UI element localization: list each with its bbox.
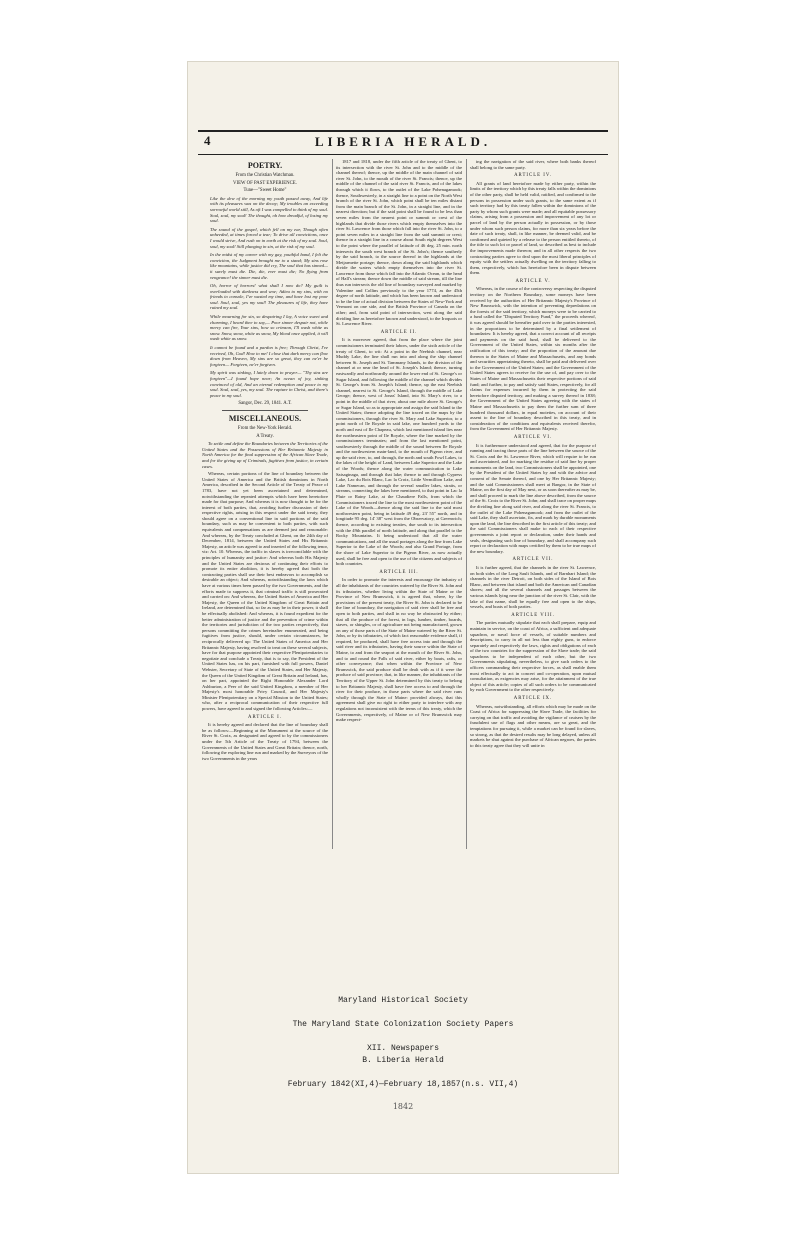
poem-stanza: My spirit was sinking, I lately down to prayer— "Thy sins are forgiven"—I found hope near; An ocean of joy, sinking convinced of old, And an eternal redemption and peace to my soul. Soul, soul, yes, my soul. The rapture in Christ, and there's peace in my soul. xyxy=(210,370,328,398)
article-heading: ARTICLE II. xyxy=(380,329,418,335)
archive-catalog-slip xyxy=(230,995,576,1113)
poem-stanza: The sound of the gospel, which fell on my ear, Though often unheeded, at times forced a tear; To drive all convictions, once I would strive, And rush on in earth at the risk of my soul. Soul, soul, my soul! Still plunging in sin, at the risk of my soul. xyxy=(210,226,328,249)
article-heading: ARTICLE I. xyxy=(248,714,282,720)
article-heading: ARTICLE V. xyxy=(515,278,551,284)
column-3 xyxy=(470,159,596,849)
article-heading: ARTICLE VIII. xyxy=(511,612,555,618)
poem-title: VIEW OF PAST EXPERIENCE. xyxy=(233,180,297,186)
poem-stanza: It cannot be found and a pardon is free; Through Christ, I've received, Oh, God! How to me! I close that dark mercy can flow down from Heaven, My sins are so great, they can ne'er be forgiven— Forgiven, ne'er forgiven. xyxy=(210,345,328,367)
page-number: 4 xyxy=(204,133,211,148)
article-heading: ARTICLE IX. xyxy=(513,696,553,702)
article-text: The parties mutually stipulate that each shall prepare, equip and maintain in service, on the coast of Africa, a sufficient and adequate squadron, or naval force of vessels, of suitable numbers and descriptions, to carry in all not less than eighty guns, to enforce separately and respectively the laws, rights and obligations of each of the two countries for the suppression of the Slave trade; the said squadrons to be independent of each other, but the two Governments stipulating, nevertheless, to give such orders to the officers commanding their respective forces, as shall enable them most effectually to act in concert and co-operation, upon mutual consultation, as exigencies may arise, for the attainment of the true object of this article; copies of all such orders to be communicated by each Government to the other respectively. xyxy=(470,620,596,693)
poetry-heading: POETRY. xyxy=(247,161,283,170)
article-text: Whereas, in the course of the controversy respecting the disputed territory on the Northern Boundary, some moneys have been received by the authorities of Her Britannic Majesty's Province of New Brunswick, with the intention of preventing depredations on the forests of the said territory, which moneys were to be carried to a fund called the "Disputed Territory Fund," the proceeds whereof, it was agreed should be hereafter paid over to the parties interested, in the proportions to be determined by a final settlement of boundaries: It is hereby agreed, that a correct account of all receipts and payments on the said fund, shall be delivered to the Government of the United States, within six months after the ratification of this treaty; and the proportion of the amount due thereon to the States of Maine and Massachusetts, and any bonds and securities appertaining thereto, shall be paid and delivered over to the Government of the United States; and the Government of the United States agrees to receive for the use of, and pay over to the States of Maine and Massachusetts their respective portions of said fund; and further, to pay and satisfy said States, respectively, for all claims for expenses incurred by them in protecting the said heretofore disputed territory, and making a survey thereof in 1838; the Government of the United States agreeing with the states of Maine and Massachusetts to pay them the further sum of three hundred thousand dollars, in equal moieties, on account of their assent to the line of boundary described in this treaty, and in consideration of the conditions and equivalents received therefor, from the Government of Her Britannic Majesty. xyxy=(470,286,596,432)
poem-stanza: Oh, horror of horrors! what shall I now do? My guilt is overloaded with darkness and woe; Adieu to my sins, with no friends to console, I've wasted my time, and have lost my poor soul. Soul, soul, yes my soul! The pleasures of life, they have ruined my soul. xyxy=(210,283,328,311)
masthead xyxy=(198,130,608,155)
column-2 xyxy=(336,159,462,849)
slip-date-range: February 1842(XI,4)—February 18,1857(n.s. VII,4) xyxy=(287,1080,519,1089)
treaty-preamble: Whereas, certain portions of the line of boundary between the United States of America and the British dominions in North America, described in the Second Article of the Treaty of Peace of 1783, have not yet been ascertained and determined, notwithstanding the repeated attempts which have been heretofore made for that purpose; And whereas it is now thought to be for the interest of both parties, that, avoiding further discussion of their respective rights, arising in this respect under the said treaty, they should agree on a conventional line in said portions of the said boundary, such as may be convenient to both parties, with such equivalents and compensations as are deemed just and reasonable: And whereas, by the Treaty concluded at Ghent, on the 24th day of December, 1814, between the United States and His Britannic Majesty, an article was agreed to and inserted of the following tenor, viz: Art. 10. Whereas, the traffic in slaves is irreconcilable with the principles of humanity and justice: And whereas both His Majesty and the United States are desirous of continuing their efforts to promote its entire abolition, it is hereby agreed that both the contracting parties shall use their best endeavors to accomplish so desirable an object; And whereas, notwithstanding the laws which have at various times been passed by the two Governments, and the efforts made to suppress it, that criminal traffic is still prosecuted and carried on: And whereas, the United States of America and Her Majesty, the Queen of the United Kingdom of Great Britain and Ireland, are determined that, so far as may be in their power, it shall be effectually abolished: And whereas, it is found expedient for the better administration of justice and the prevention of crime within the territories and jurisdiction of the two parties respectively, that persons committing the crimes hereinafter enumerated, and being fugitives from justice, should, under certain circumstances, be reciprocally delivered up: The United States of America and Her Britannic Majesty, having resolved to treat on these several subjects, have for that purpose appointed their respective Plenipotentiaries to negotiate and conclude a Treaty, that is to say, the President of the United States has, on his part, furnished with full powers, Daniel Webster, Secretary of State of the United States, and Her Majesty, the Queen of the United Kingdom of Great Britain and Ireland, has, on her part, appointed the Right Honorable Alexander Lord Ashburton, a Peer of the said United Kingdom, a member of Her Majesty's most honorable Privy Council, and Her Majesty's Minister Plenipotentiary on a Special Mission to the United States; who, after a reciprocal communication of their respective full powers, have agreed to and signed the following Articles:— xyxy=(202,471,328,712)
poem-signoff: Sangor, Dec. 29, 1841. A.T. xyxy=(238,401,292,407)
article-heading: ARTICLE VII. xyxy=(512,557,554,563)
article-text: It is moreover agreed, that from the place where the joint commissioners terminated their labors, under the sixth article of the treaty of Ghent, to wit: At a point in the Neebish channel, near Muddy Lake, the line shall run into and along the ship channel between St. Joseph and St. Tammany Islands, to the division of the channel at or near the head of St. Joseph's Island; thence, turning eastwardly and northwardly around the lower end of St. George's or Sugar Island, and following the middle of the channel which divides St. George's from St. Joseph's Island; thence, up the east Neebish channel, nearest to St. George's Island, through the middle of Lake George; thence, west of Jonas' Island, into St. Mary's river, to a point in the middle of that river, about one mile above St. George's or Sugar Island, so as to appropriate and assign the said Island to the United States; thence adopting the line traced on the maps by the commissioners, through the river St. Mary and Lake Superior, to a point north of Ile Royale in said lake, one hundred yards to the north and east of Ile Chapeau, which last mentioned island lies near the northeastern point of Ile Royale, where the line marked by the commissioners terminates; and from the last mentioned point, southwesterly through the middle of the sound between Ile Royale and the northwestern main-land, to the mouth of Pigeon river, and up the said river, to, and through, the north and south Fowl Lakes, to the lakes of the height of Land, between Lake Superior and the Lake of the Woods; thence along the water communication to Lake Saisaginaga, and through that lake; thence to and through Cypress Lake, Lac du Bois Blanc, Lac la Croix, Little Vermillion Lake, and Lake Namecan, and through the several smaller lakes, straits, or streams, connecting the lakes here mentioned, to that point in Lac la Pluie or Rainy Lake, at the Chaudiere Falls, from which the Commissioners traced the line to the most northwestern point of the Lake of the Woods—thence along the said line to the said most northwestern point, being in latitude 49 deg. 23' 55" north, and in longitude 95 deg. 14' 38" west from the Observatory, at Greenwich; thence, according to existing treaties, due south to its intersection with the 49th parallel of north latitude, and along that parallel to the Rocky Mountains. It being understood that all the water communications, and all the usual portages along the line from Lake Superior to the Lake of the Woods; and also Grand Portage, from the shore of Lake Superior to the Pigeon River, as now actually used, shall be free and open to the use of the citizens and subjects of both countries. xyxy=(336,337,462,567)
article-text: 1817 and 1818, under the fifth article of the treaty of Ghent, to its intersection with the river St. John and to the middle of the channel thereof; thence, up the middle of the main channel of said river St. John, to the mouth of the river St. Francis; thence, up the middle of the channel of the said river St. Francis, and of the lakes through which it flows, to the outlet of the Lake Pohenagamook; thence, Southwesterly, in a straight line to a point on the North West branch of the river St. John, which point shall be ten miles distant from the main branch of the St. John, in a straight line, and in the nearest direction; but if the said point shall be found to be less than seven miles from the nearest point or summit or crest of the highlands that divide those rivers which empty themselves into the river St. Lawrence from those which fall into the river St. John, to a point seven miles in a straight line from the said summit or crest; thence in a straight line in a course about South eight degrees West to the point where the parallel of latitude of 46 deg. 25 min. north intersects the south west branch of the St. John's; thence southerly by the said branch, to the source thereof in the highlands at the Metjarmette portage; thence, down along the said highlands which divide the waters which empty themselves into the river St. Lawrence from those which fall into the Atlantic Ocean, to the head of Hall's stream; thence down the middle of said stream, till the line thus run intersects the old line of boundary surveyed and marked by Valentine and Collins previously to the year 1774, as the 45th degree of north latitude, and which has been known and understood to be the line of actual division between the States of New-York and Vermont on one side, and the British Province of Canada on the other; and, from said point of intersection, west along the said dividing line as heretofore known and understood, to the Iroquois or St. Lawrence River. xyxy=(336,159,462,327)
article-text: In order to promote the interests and encourage the industry of all the inhabitants of the countries watered by the River St. John and its tributaries, whether living within the State of Maine or the Province of New Brunswick, it is agreed that, where, by the provisions of the present treaty, the River St. John is declared to be the line of boundary, the navigation of said river shall be free and open to both parties, and shall in no way be obstructed by either; that all the produce of the forest, in logs, lumber, timber, boards, staves, or shingles, or of agriculture not being manufactured, grown on any of those parts of the State of Maine watered by the River St. John, or by its tributaries, of which fact reasonable evidence shall, if required, be produced, shall have free access into and through the said river and its tributaries, having their source within the State of Maine, to and from the seaport at the mouth of the River St. John, and to and round the Falls of said river, either by boats, rafts, or other conveyance; that when within the Province of New Brunswick, the said produce shall be dealt with as if it were the produce of said province; that, in like manner, the inhabitants of the Territory of the Upper St. John determined by this treaty to belong to her Britannic Majesty, shall have free access to and through the river for their produce, in those parts where the said river runs wholly through the State of Maine: provided always, that this agreement shall give no right to either party to interfere with any regulations not inconsistent with the terms of this treaty, which the Governments, respectively, of Maine or of New Brunswick may make respect- xyxy=(336,577,462,723)
slip-subseries: B. Liberia Herald xyxy=(362,1056,444,1065)
poem-subtitle: Tune—"Sweet Home" xyxy=(243,188,287,194)
treaty-intro: To settle and define the Boundaries between the Territories of the United States and the Possessions of Her Britannic Majesty in North America for the final suppression of the African Slave Trade, and for the giving up of Criminals, fugitives from justice, in certain cases. xyxy=(202,441,328,469)
poem-stanza: While mourning for sin, so despairing I lay, A voice sweet and charming, I heard thee to say,— Poor sinner despair not, while mercy can fire, Your sins, how so crimson, I'll wash white as snow. Snow, snow, white as snow, My blood once applied, it will wash white as snow. xyxy=(210,314,328,342)
poem-stanza: Like the dew of the morning my youth passed away, And life with its pleasures was on the decay; My troubles an exceeding sorrowful world still, As oft I was compelled to think of my soul. Soul, soul, my soul! The thought, oh how dreadful, of losing my soul. xyxy=(210,195,328,224)
miscellaneous-heading: MISCELLANEOUS. xyxy=(228,413,302,423)
newspaper-title: LIBERIA HERALD. xyxy=(314,134,492,149)
slip-collection: The Maryland State Colonization Society Papers xyxy=(292,1020,514,1029)
poem xyxy=(202,196,328,399)
article-heading: ARTICLE IV. xyxy=(514,173,552,179)
article-text: It is hereby agreed and declared that the line of boundary shall be as follows:—Beginning at the Monument at the source of the River St. Croix, as designated and agreed to by the commissioners under the 5th Article of the Treaty of 1794, between the Governments of the United States and Great Britain; thence, north, following the exploring line run and marked by the Surveyors of the two Governments in the years xyxy=(202,722,328,761)
section-divider xyxy=(222,410,308,411)
misc-source: From the New-York Herald. xyxy=(237,425,293,431)
article-heading: ARTICLE III. xyxy=(379,569,419,575)
slip-series: XII. Newspapers xyxy=(366,1044,439,1053)
column-rule xyxy=(466,159,467,849)
column-1 xyxy=(202,159,328,849)
handwritten-year: 1842 xyxy=(392,1102,414,1111)
column-rule xyxy=(332,159,333,849)
article-text: It is further agreed, that the channels in the river St. Lawrence, on both sides of the Long Sault Islands, and of Barnhart Island; the channels in the river Detroit, on both sides of the Island of Bois Blanc, and between that island and both the American and Canadian shores; and all the several channels and passages between the various islands lying near the junction of the river St. Clair, with the lake of that name, shall be equally free and open to the ships, vessels, and boats of both parties. xyxy=(470,564,596,610)
article-text: ing the navigation of the said river, where both banks thereof shall belong to the same party. xyxy=(470,159,596,170)
article-text: Whereas, notwithstanding, all efforts which may be made on the Coast of Africa for suppressing the Slave Trade, the facilities for carrying on that traffic and avoiding the vigilance of cruisers by the fraudulent use of flags and other means, are so great, and the temptations for pursuing it, while a market can be found for slaves, so strong, as that the desired results may be long delayed, unless all markets be shut against the purchase of African negroes, the parties to this treaty agree that they will unite in xyxy=(470,703,596,748)
article-text: All grants of land heretofore made by either party, within the limits of the territory which by this treaty falls within the dominions of the other party, shall be held valid, ratified, and confirmed to the persons in possession under such grants, to the same extent as if such territory had by this treaty fallen within the dominions of the party by whom such grants were made; and all equitable possessory claims, arising from a possession and improvement of any lot or parcel of land by the person actually in possession, or by those under whom such person claims, for more than six years before the date of such treaty, shall, in like manner, be deemed valid, and be confirmed and quieted by a release to the person entitled thereto, of the title to such lot or parcel of land, so described as best to include the improvements made thereon; and in all other respects the two contracting parties agree to deal upon the most liberal principles of equity with the settlers actually dwelling on the territory falling to them, respectively, which has heretofore been in dispute between them. xyxy=(470,180,596,276)
treaty-heading: A Treaty. xyxy=(256,433,274,439)
slip-institution: Maryland Historical Society xyxy=(338,996,468,1005)
article-heading: ARTICLE VI. xyxy=(513,434,553,440)
article-text: It is furthermore understood and agreed, that for the purpose of running and tracing those parts of the line between the source of the St. Croix and the St. Lawrence River, which will require to be run and ascertained, and for marking the residue of said line by proper monuments on the land, two Commissioners shall be appointed, one by the President of the United States by and with the advice and consent of the Senate thereof, and one by Her Britannic Majesty; and the said Commissioners shall meet at Bangor, in the State of Maine, on the first day of May next, or as soon thereafter as may be, and shall proceed to mark the line above described, from the source of the St. Croix to the River St. John; and shall trace on proper maps the dividing line along said river, and along the river St. Francis, to the outlet of the Lake Pohenagamook; and from the outlet of the said Lake, they shall ascertain, fix, and mark by durable monuments upon the land, the line described in the first article of this treaty; and the said Commissioners shall make to each of their respective governments a joint report or declaration, under their hands and seals, designating such line of boundary, and shall accompany such report or declaration with maps certified by them to be true maps of the new boundary. xyxy=(470,442,596,554)
poem-source: From the Christian Watchman. xyxy=(235,173,295,178)
poem-stanza: In the midst of my career with my gay, youthful band, I felt the conviction, the Judgment brought me to a stand; My sins rose like mountains, while justice did cry, The soul that has sinned—it surely must die. Die, die, ever must die; No flying from vengeance! the sinner must die. xyxy=(210,252,328,280)
